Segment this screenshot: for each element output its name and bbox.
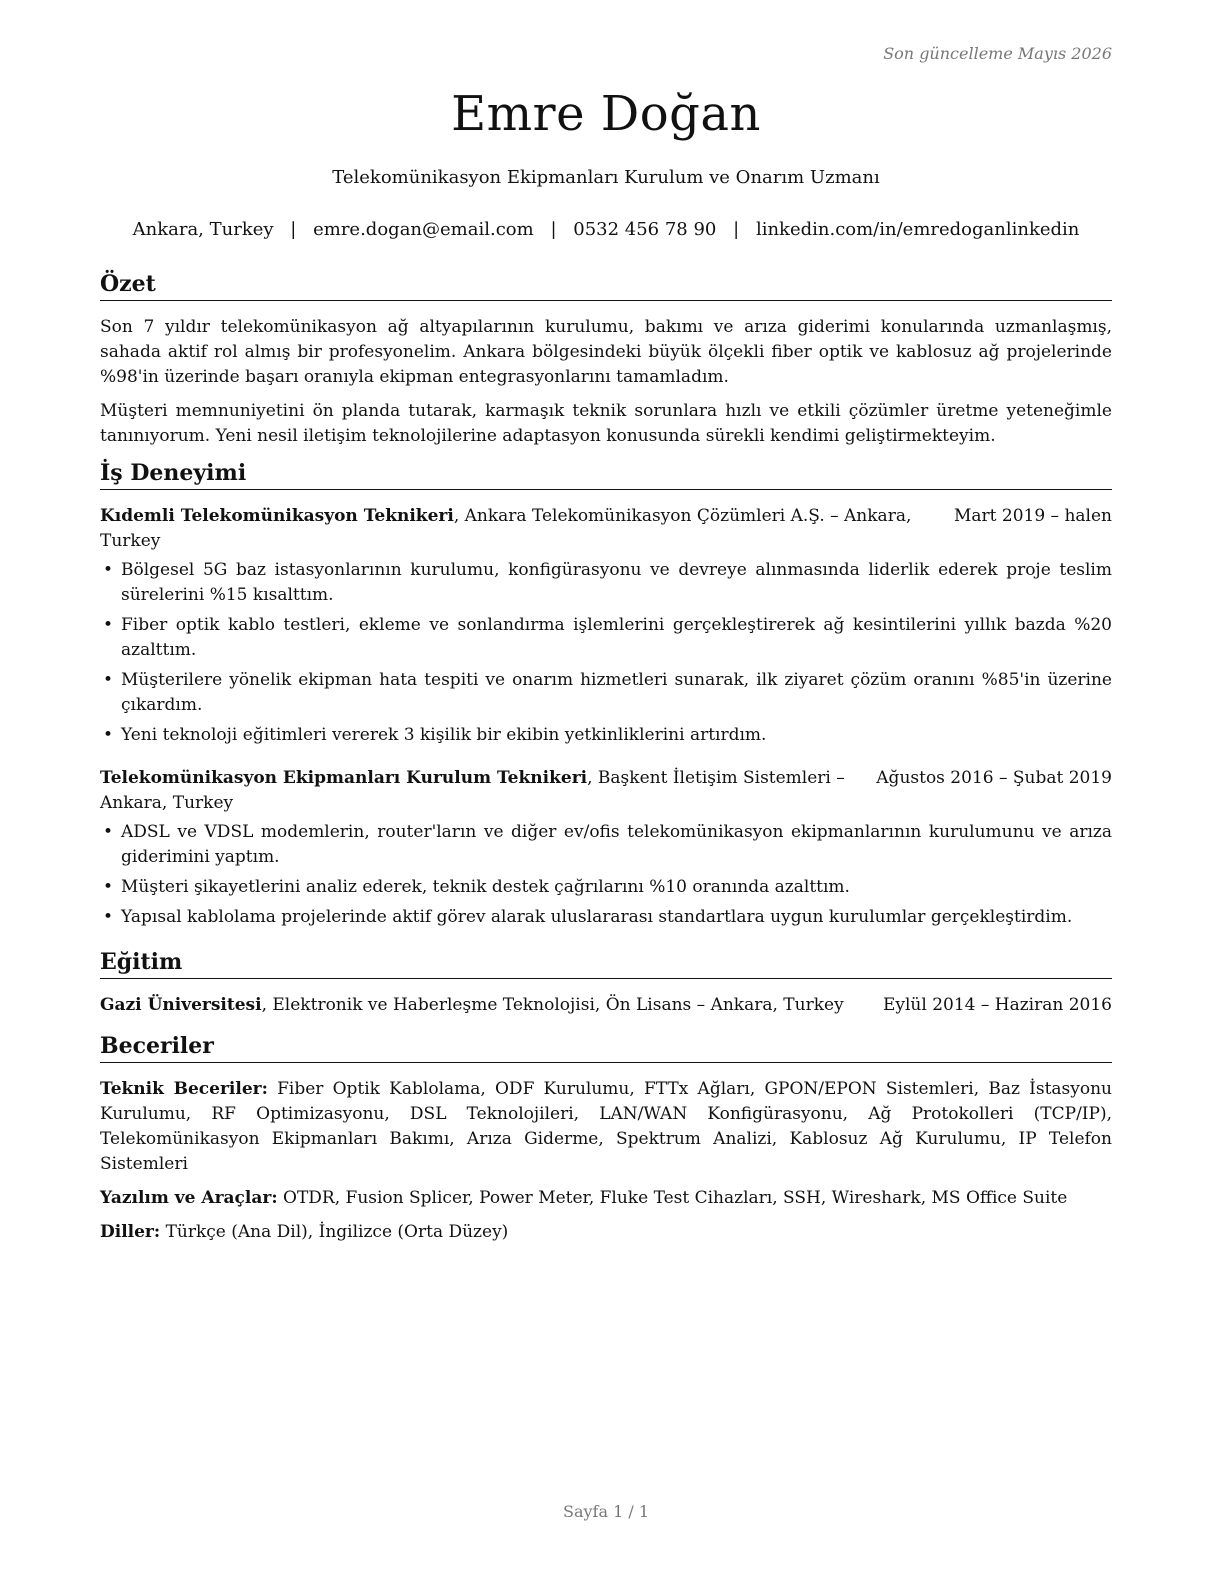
experience-section (100, 459, 1112, 930)
skills-software-label: Yazılım ve Araçlar: (100, 1188, 278, 1208)
job-entry (100, 504, 1112, 748)
job-role-company (100, 504, 954, 554)
education-section (100, 948, 1112, 1018)
contact-separator: | (733, 219, 740, 240)
list-item (100, 558, 1112, 608)
job-dates: Mart 2019 – halen (953, 506, 1112, 526)
resume-content (100, 270, 1112, 1255)
job-role-company (100, 766, 876, 816)
resume-page (100, 0, 1112, 1584)
list-item-text: Müşteri şikayetlerini analiz ederek, teknik destek çağrılarını %10 oranında azalttım. (121, 877, 850, 897)
bullet-icon: • (103, 560, 114, 580)
contact-email[interactable]: emre.dogan@email.com (313, 219, 534, 240)
skills-technical (100, 1077, 1112, 1177)
bullet-icon: • (103, 670, 114, 690)
skills-technical-label: Teknik Beceriler: (100, 1079, 268, 1099)
list-item-text: Müşterilere yönelik ekipman hata tespiti ve onarım hizmetleri sunarak, ilk ziyaret çözüm oranını %85'in üzerine çıkardım. (121, 670, 1112, 715)
section-heading-education: Eğitim (100, 948, 1112, 979)
job-entry (100, 766, 1112, 930)
list-item-text: Fiber optik kablo testleri, ekleme ve sonlandırma işlemlerini gerçekleştirerek ağ kesintilerini yıllık bazda %20 azalttım. (121, 615, 1112, 660)
job-bullets (100, 558, 1112, 748)
job-role: Telekomünikasyon Ekipmanları Kurulum Teknikeri (100, 768, 588, 788)
skills-software-value: OTDR, Fusion Splicer, Power Meter, Fluke Test Cihazları, SSH, Wireshark, MS Office Suite (277, 1188, 1068, 1208)
list-item-text: ADSL ve VDSL modemlerin, router'ların ve diğer ev/ofis telekomünikasyon ekipmanlarının kurulumunu ve arıza giderimini yaptım. (121, 822, 1112, 867)
job-company: , Ankara Telekomünikasyon Çözümleri A.Ş. – Ankara, Turkey (100, 506, 912, 551)
skills-software (100, 1186, 1112, 1211)
education-school: Gazi Üniversitesi (100, 995, 262, 1015)
list-item (100, 613, 1112, 663)
bullet-icon: • (103, 822, 114, 842)
list-item (100, 723, 1112, 748)
summary-section (100, 270, 1112, 449)
contact-separator: | (550, 219, 557, 240)
job-header (100, 766, 1112, 816)
bullet-icon: • (103, 877, 114, 897)
job-role: Kıdemli Telekomünikasyon Teknikeri (100, 506, 454, 526)
list-item (100, 820, 1112, 870)
skills-section (100, 1032, 1112, 1245)
job-header (100, 504, 1112, 554)
skills-technical-value: Fiber Optik Kablolama, ODF Kurulumu, FTTx Ağları, GPON/EPON Sistemleri, Baz İstasyonu Kurulumu, RF Optimizasyonu, DSL Teknolojileri, LAN/WAN Konfigürasyonu, Ağ Protokolleri (TCP/IP), Telekomünikasyon Ekipmanları Bakımı, Arıza Giderme, Spektrum Analizi, Kablosuz Ağ Kurulumu, IP Telefon Sistemleri (100, 1079, 1112, 1174)
job-dates: Ağustos 2016 – Şubat 2019 (876, 768, 1112, 788)
section-heading-experience: İş Deneyimi (100, 459, 1112, 490)
list-item (100, 875, 1112, 900)
contact-line (100, 219, 1112, 240)
skills-languages (100, 1220, 1112, 1245)
bullet-icon: • (103, 615, 114, 635)
list-item (100, 905, 1112, 930)
list-item (100, 668, 1112, 718)
contact-separator: | (290, 219, 297, 240)
bullet-icon: • (103, 907, 114, 927)
list-item-text: Yapısal kablolama projelerinde aktif görev alarak uluslararası standartlara uygun kurulumlar gerçekleştirdim. (121, 907, 1073, 927)
education-details: , Elektronik ve Haberleşme Teknolojisi, Ön Lisans – Ankara, Turkey (261, 995, 844, 1015)
contact-location: Ankara, Turkey (132, 219, 274, 240)
summary-paragraph: Son 7 yıldır telekomünikasyon ağ altyapılarının kurulumu, bakımı ve arıza giderimi konularında uzmanlaşmış, sahada aktif rol almış bir profesyonelim. Ankara bölgesindeki büyük ölçekli fiber optik ve kablosuz ağ projelerinde %98'in üzerinde başarı oranıyla ekipman entegrasyonlarını tamamladım. (100, 317, 1112, 387)
page-number: Sayfa 1 / 1 (562, 1502, 649, 1521)
contact-linkedin[interactable]: linkedin.com/in/emredoganlinkedin (755, 219, 1080, 240)
job-bullets (100, 820, 1112, 930)
section-heading-summary: Özet (100, 270, 1112, 301)
education-entry (100, 993, 1112, 1018)
section-heading-skills: Beceriler (100, 1032, 1112, 1063)
contact-phone: 0532 456 78 90 (573, 219, 717, 240)
education-dates: Eylül 2014 – Haziran 2016 (882, 995, 1112, 1015)
list-item-text: Yeni teknoloji eğitimleri vererek 3 kişilik bir ekibin yetkinliklerini artırdım. (121, 725, 767, 745)
candidate-name: Emre Doğan (451, 86, 761, 142)
last-updated: Son güncelleme Mayıs 2026 (883, 44, 1112, 63)
skills-languages-value: Türkçe (Ana Dil), İngilizce (Orta Düzey) (160, 1222, 509, 1242)
job-company: , Başkent İletişim Sistemleri – Ankara, Turkey (100, 768, 845, 813)
candidate-title: Telekomünikasyon Ekipmanları Kurulum ve Onarım Uzmanı (332, 167, 880, 188)
list-item-text: Bölgesel 5G baz istasyonlarının kurulumu, konfigürasyonu ve devreye alınmasında liderlik ederek proje teslim sürelerini %15 kısalttım. (121, 560, 1112, 605)
education-school-details (100, 993, 883, 1018)
summary-paragraph: Müşteri memnuniyetini ön planda tutarak, karmaşık teknik sorunlara hızlı ve etkili çözümler üretme yeteneğimle tanınıyorum. Yeni nesil iletişim teknolojilerine adaptasyon konusunda sürekli kendimi geliştirmekteyim. (100, 401, 1112, 446)
bullet-icon: • (103, 725, 114, 745)
skills-languages-label: Diller: (100, 1222, 161, 1242)
